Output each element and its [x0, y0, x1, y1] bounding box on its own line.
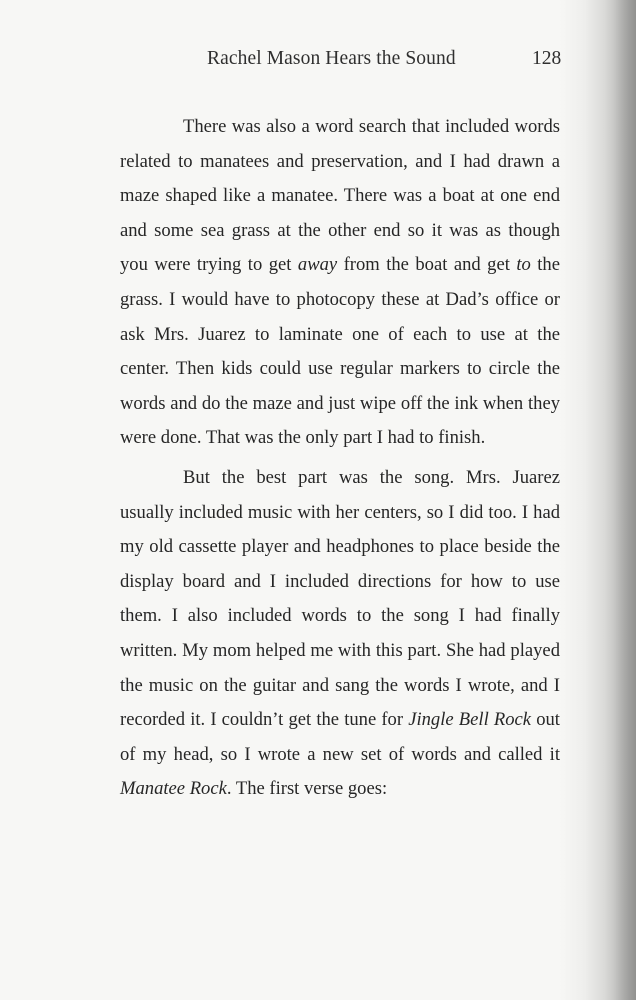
text-run: the grass. I would have to photocopy these at Dad’s office or ask Mrs. Juarez to laminate one of each to use at the center. Then kids could use regular markers to circle the words and do the maze and just wipe off the ink when they were done. That was the only part I had to finish.	[120, 254, 560, 449]
body-text	[120, 110, 560, 807]
italic-text-run: to	[516, 254, 531, 276]
running-head-title: Rachel Mason Hears the Sound	[207, 48, 456, 69]
italic-text-run: Jingle Bell Rock	[408, 709, 532, 731]
italic-text-run: Manatee Rock	[120, 778, 227, 800]
text-run: There was also a word search that included words related to manatees and preservation, and I had drawn a maze shaped like a manatee. There was a boat at one end and some sea grass at the other end so it was as though you were trying to get	[120, 116, 560, 276]
paragraph	[120, 461, 560, 807]
italic-text-run: away	[297, 254, 338, 276]
paragraph	[120, 110, 560, 456]
text-run: But the best part was the song. Mrs. Juarez usually included music with her centers, so I did too. I had my old cassette player and headphones to place beside the display board and I included directions for how to use them. I also included words to the song I had finally written. My mom helped me with this part. She had played the music on the guitar and sang the words I wrote, and I recorded it. I couldn’t get the tune for	[120, 466, 560, 731]
text-run: . The first verse goes:	[226, 778, 388, 800]
page-edge-shadow	[614, 0, 636, 1000]
page-number: 128	[532, 48, 562, 69]
text-run: from the boat and get	[337, 254, 517, 276]
text-run: out of my head, so I wrote a new set of words and called it	[120, 709, 560, 765]
